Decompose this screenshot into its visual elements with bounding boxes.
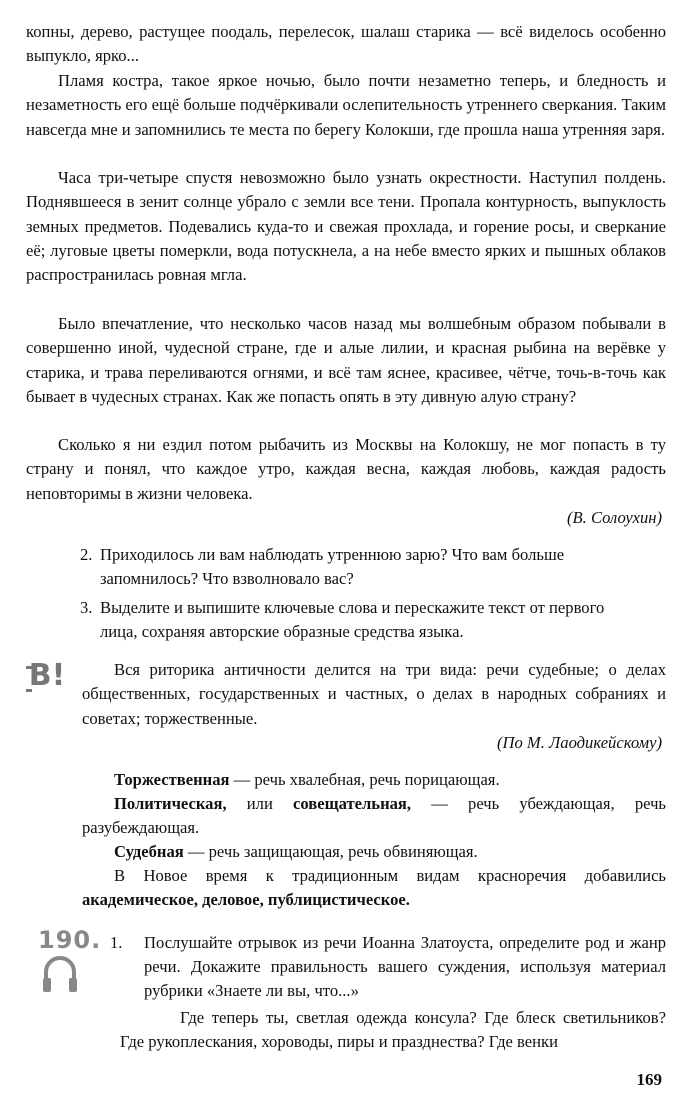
- question-number: 2.: [80, 545, 93, 564]
- task-number: 1.: [110, 933, 123, 952]
- story-paragraph: Пламя костра, такое яркое ночью, было почти незаметно теперь, и бледность и незаметность его ещё больше подчёркивали ослепительность утреннего сверкания. Таким навсегда мне и запомнились те места по берегу Колокши, где прошла наша утренняя заря.: [26, 71, 666, 139]
- story-paragraph: Часа три-четыре спустя невозможно было узнать окрестности. Наступил полдень. Поднявшееся в зенит солнце убрало с земли все тени. Пропала контурность, выпуклость земных предметов. Подевались куда-то и свежая прохлада, и горение росы, и сверкание её; луговые цветы померкли, вода потускнела, а на небе вместо ярких и пышных облаков распространилась ровная мгла.: [26, 168, 666, 285]
- definition-modern: В Новое время к традиционным видам красноречия добавились академическое, деловое, публицистическое.: [82, 866, 666, 910]
- story-paragraph: Сколько я ни ездил потом рыбачить из Москвы на Колокшу, не мог попасть в ту страну и понял, что каждое утро, каждая весна, каждая любовь, каждая радость неповторимы в жизни человека.: [26, 435, 666, 503]
- speech-quote: Где теперь ты, светлая одежда консула? Где блеск светильников? Где рукоплескания, хороводы, пиры и празднества? Где венки: [120, 1008, 666, 1051]
- story-paragraph: копны, дерево, растущее поодаль, перелесок, шалаш старика — всё виделось особенно выпукло, ярко...: [26, 22, 666, 66]
- exercise-number: 190.: [38, 926, 102, 954]
- question-text: Выделите и выпишите ключевые слова и перескажите текст от первого лица, сохраняя авторские образные средства языка.: [100, 598, 605, 641]
- headphones-icon: [40, 952, 80, 996]
- definition-term: Торжественная: [114, 770, 230, 789]
- rhetoric-badge-icon: В!: [30, 658, 64, 692]
- question-item: [80, 596, 640, 644]
- exercise-task: [110, 931, 666, 1003]
- definition-political: Политическая, или совещательная, — речь убеждающая, речь разубеждающая.: [82, 794, 666, 838]
- question-text: Приходилось ли вам наблюдать утреннюю зарю? Что вам больше запомнилось? Что взволновало вас?: [100, 545, 565, 588]
- definition-term: Судебная: [114, 842, 184, 861]
- definition-term: академическое, деловое, публицистическое.: [82, 890, 410, 910]
- story-attribution: (В. Солоухин): [567, 508, 662, 527]
- task-text: Послушайте отрывок из речи Иоанна Златоуста, определите род и жанр речи. Докажите правильность вашего суждения, используя материал рубрики «Знаете ли вы, что...»: [144, 933, 666, 1000]
- rhetoric-text: Вся риторика античности делится на три вида: речи судебные; о делах общественных, государственных и частных, о делах в народных собраниях и советах; торжественные.: [82, 660, 666, 728]
- question-number: 3.: [80, 598, 93, 617]
- definition-solemn: Торжественная — речь хвалебная, речь порицающая.: [114, 770, 500, 789]
- rhetoric-attribution: (По М. Лаодикейскому): [496, 733, 662, 752]
- definition-term: совещательная,: [293, 794, 412, 813]
- page-number: 169: [636, 1070, 662, 1089]
- definition-judicial: Судебная — речь защищающая, речь обвиняющая.: [114, 842, 478, 861]
- story-paragraph: Было впечатление, что несколько часов назад мы волшебным образом побывали в совершенно иной, чудесной стране, где и алые лилии, и красная рыбина на верёвке у старика, и трава переливаются огнями, и всё там яснее, красивее, чётче, точь-в-точь как бывает в чудесных странах. Как же попасть опять в эту дивную алую страну?: [26, 314, 666, 406]
- question-item: [80, 543, 640, 591]
- definition-term: Политическая,: [114, 794, 227, 813]
